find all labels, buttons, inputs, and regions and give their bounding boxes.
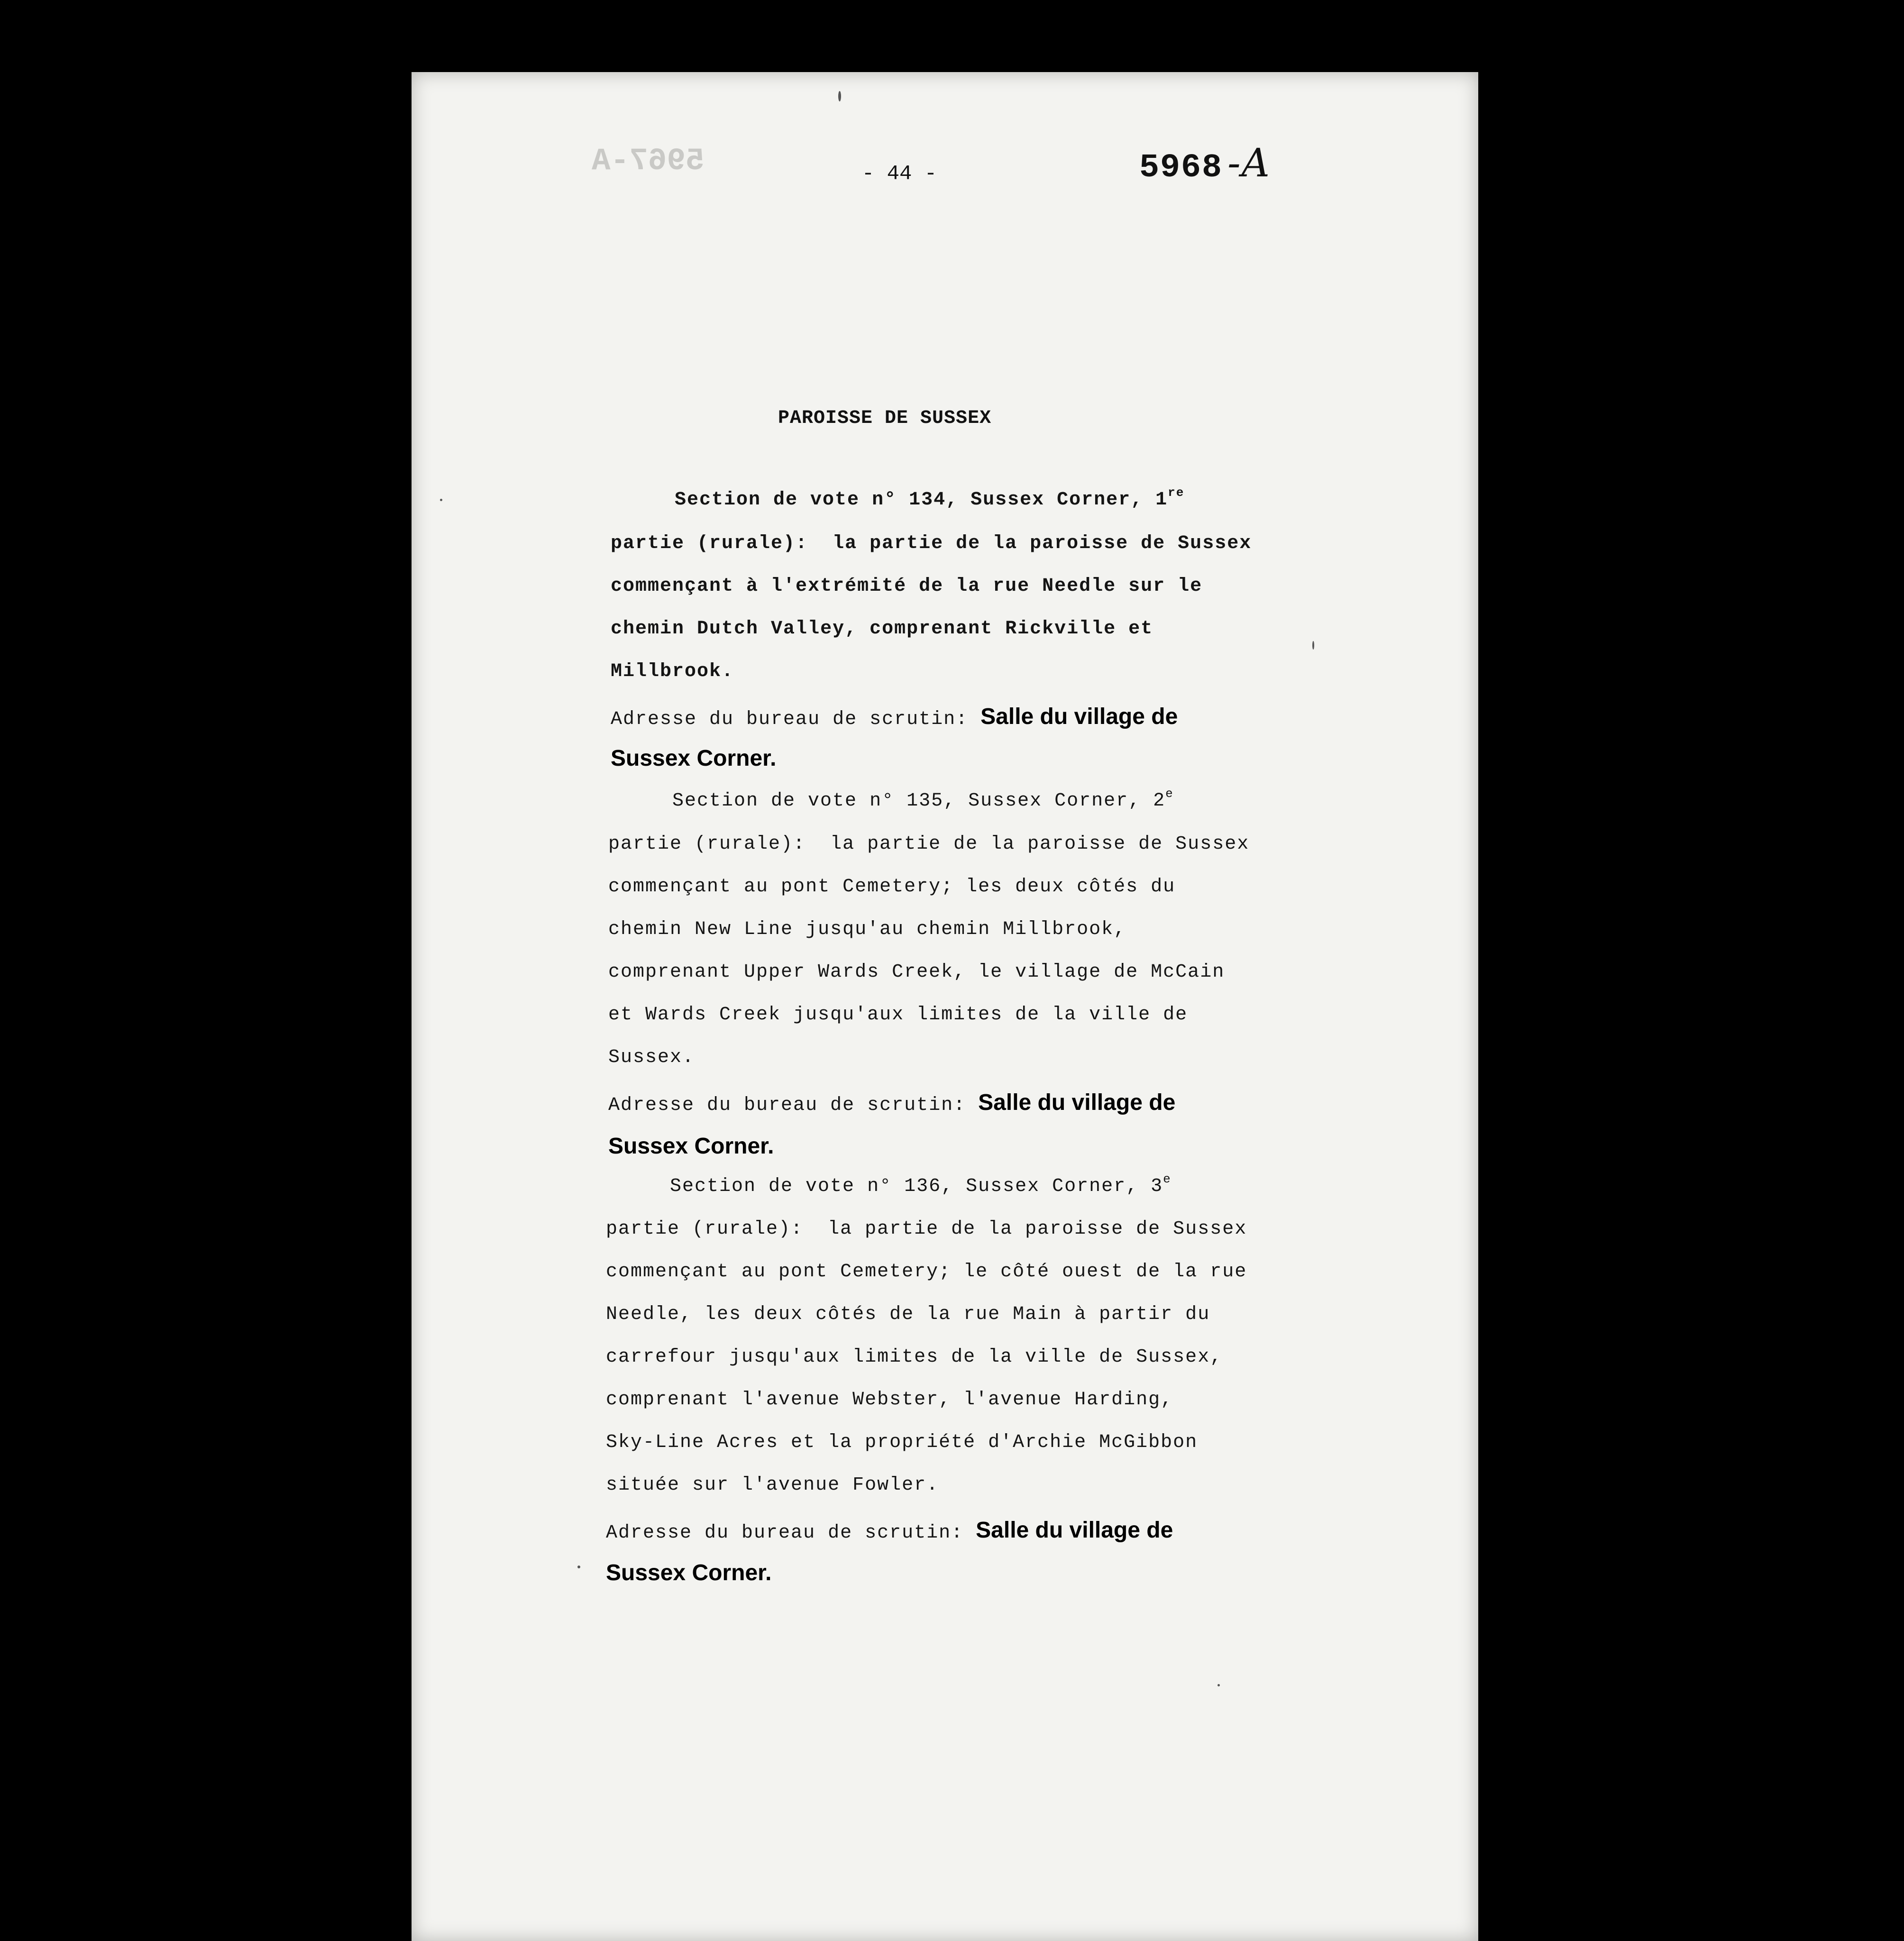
document-page xyxy=(412,72,1478,1941)
page-number: - 44 - xyxy=(861,162,937,186)
scan-speck xyxy=(440,499,442,501)
scan-speck xyxy=(1312,641,1314,650)
section-135-line-6: et Wards Creek jusqu'aux limites de la ville de xyxy=(608,1004,1188,1025)
document-number-digits: 5968 xyxy=(1139,149,1223,187)
polling-address-value: Salle du village de xyxy=(980,704,1178,729)
section-136-line-6: comprenant l'avenue Webster, l'avenue Harding, xyxy=(606,1389,1173,1410)
polling-address-label: Adresse du bureau de scrutin: xyxy=(611,709,969,730)
section-135-line-1: Section de vote n° 135, Sussex Corner, 2e xyxy=(672,787,1174,812)
polling-address-value: Salle du village de xyxy=(976,1518,1173,1543)
section-135-line-2: partie (rurale): la partie de la paroisse de Sussex xyxy=(608,833,1250,855)
section-136-line-4: Needle, les deux côtés de la rue Main à partir du xyxy=(606,1304,1210,1325)
section-136-line-3: commençant au pont Cemetery; le côté ouest de la rue xyxy=(606,1261,1247,1282)
bleed-through-page-number: 5967-A xyxy=(592,143,705,179)
document-number-suffix: -A xyxy=(1227,141,1271,186)
section-134-line-4: chemin Dutch Valley, comprenant Rickville et xyxy=(611,618,1153,640)
scan-speck xyxy=(1217,1684,1220,1686)
section-136-line-5: carrefour jusqu'aux limites de la ville de Sussex, xyxy=(606,1346,1223,1368)
section-135-line-5: comprenant Upper Wards Creek, le village de McCain xyxy=(608,961,1225,983)
parish-heading: PAROISSE DE SUSSEX xyxy=(778,408,992,429)
scan-speck xyxy=(577,1566,580,1568)
section-136-line-7: Sky-Line Acres et la propriété d'Archie McGibbon xyxy=(606,1432,1198,1453)
section-136-line-8: située sur l'avenue Fowler. xyxy=(606,1474,939,1496)
section-134-line-3: commençant à l'extrémité de la rue Needle sur le xyxy=(611,576,1203,597)
section-134-address xyxy=(611,704,1178,730)
scan-speck xyxy=(838,91,841,101)
section-136-line-1: Section de vote n° 136, Sussex Corner, 3e xyxy=(670,1172,1172,1197)
section-135-line-4: chemin New Line jusqu'au chemin Millbrook, xyxy=(608,919,1126,940)
section-134-line-5: Millbrook. xyxy=(611,661,734,682)
section-135-line-3: commençant au pont Cemetery; les deux côtés du xyxy=(608,876,1176,897)
section-134-line-2: partie (rurale): la partie de la paroisse de Sussex xyxy=(611,533,1252,554)
section-136-line-2: partie (rurale): la partie de la paroisse de Sussex xyxy=(606,1218,1247,1240)
section-135-address xyxy=(608,1090,1175,1116)
section-134-line-1: Section de vote n° 134, Sussex Corner, 1re xyxy=(675,485,1185,511)
polling-address-label: Adresse du bureau de scrutin: xyxy=(608,1095,966,1116)
section-134-address-line-2: Sussex Corner. xyxy=(611,746,777,771)
section-135-line-7: Sussex. xyxy=(608,1047,695,1068)
section-136-address xyxy=(606,1517,1173,1544)
section-136-address-line-2: Sussex Corner. xyxy=(606,1560,772,1585)
section-135-address-line-2: Sussex Corner. xyxy=(608,1134,774,1159)
polling-address-value: Salle du village de xyxy=(978,1090,1176,1115)
document-number xyxy=(1139,141,1271,187)
polling-address-label: Adresse du bureau de scrutin: xyxy=(606,1522,964,1544)
